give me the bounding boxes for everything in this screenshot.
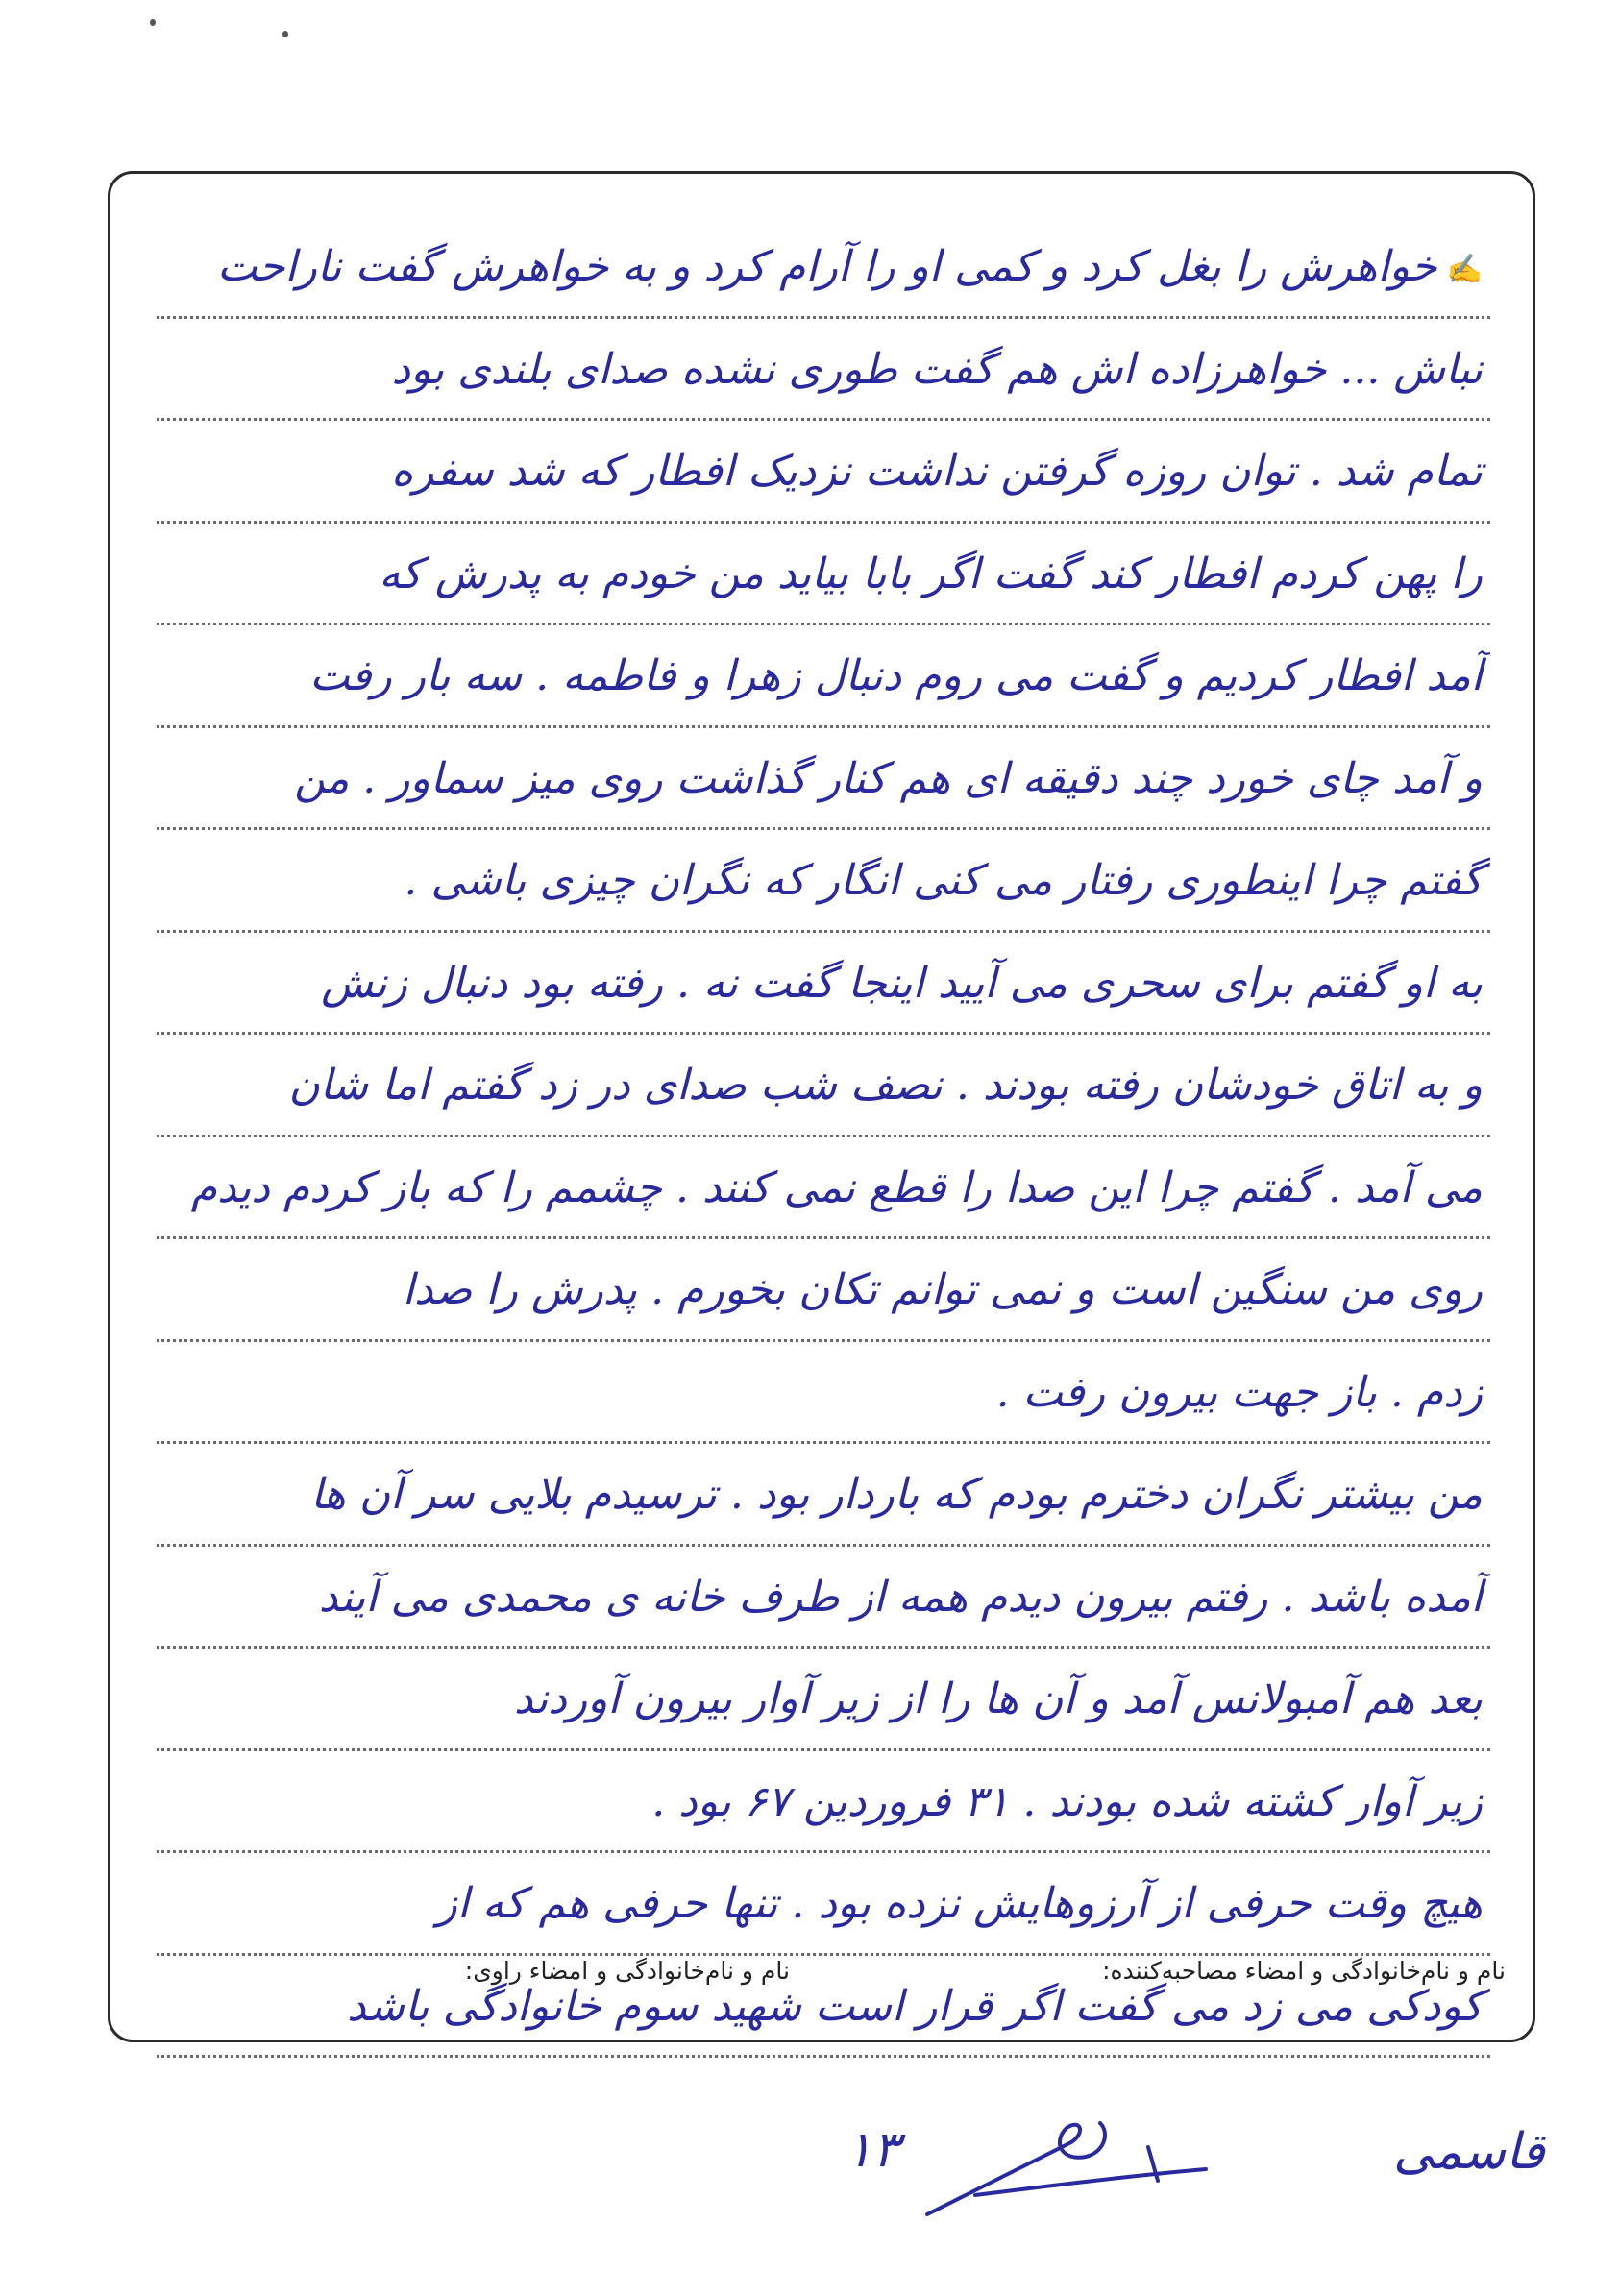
page-frame [108, 171, 1535, 2042]
handwritten-lines [157, 216, 1490, 2058]
handwritten-line-text: به او گفتم برای سحری می آیید اینجا گفت نه . رفته بود دنبال زنش [321, 958, 1483, 1008]
handwritten-line [157, 830, 1490, 933]
handwritten-line [157, 1751, 1490, 1854]
name-script: قاسمی [1393, 2123, 1545, 2181]
handwritten-line [157, 1649, 1490, 1751]
handwritten-line [157, 524, 1490, 626]
handwritten-line [157, 216, 1490, 319]
handwritten-line-text: نباش ... خواهرزاده اش هم گفت طوری نشده صدای بلندی بود [391, 344, 1483, 394]
handwritten-line-text: می آمد . گفتم چرا این صدا را قطع نمی کنند . چشمم را که باز کردم دیدم [190, 1162, 1483, 1212]
pencil-note-icon: ✍ [1446, 252, 1483, 286]
handwritten-line [157, 1853, 1490, 1956]
handwritten-line [157, 1035, 1490, 1137]
handwritten-line [157, 421, 1490, 524]
handwritten-line-text: و آمد چای خورد چند دقیقه ای هم کنار گذاشت روی میز سماور . من [294, 753, 1483, 803]
handwritten-line-text: من بیشتر نگران دخترم بودم که باردار بود . ترسیدم بلایی سر آن ها [310, 1470, 1483, 1519]
handwritten-line-text: خواهرش را بغل کرد و کمی او را آرام کرد و به خواهرش گفت ناراحت [217, 242, 1437, 291]
handwritten-line-text: کودکی می زد می گفت اگر قرار است شهید سوم خانوادگی باشد [346, 1981, 1483, 2031]
scan-speck [282, 31, 288, 37]
handwritten-line-text: بعد هم آمبولانس آمد و آن ها را از زیر آوار بیرون آوردند [513, 1674, 1483, 1723]
handwritten-line-text: گفتم چرا اینطوری رفتار می کنی انگار که نگران چیزی باشی . [404, 856, 1483, 905]
handwritten-line-text: تمام شد . توان روزه گرفتن نداشت نزدیک افطار که شد سفره [391, 447, 1483, 496]
scan-speck [150, 19, 156, 26]
handwritten-line [157, 1342, 1490, 1445]
handwritten-line [157, 319, 1490, 422]
handwritten-line-text: آمد افطار کردیم و گفت می روم دنبال زهرا و فاطمه . سه بار رفت [309, 651, 1483, 700]
handwritten-line-text: روی من سنگین است و نمی توانم تکان بخورم . پدرش را صدا [402, 1265, 1483, 1314]
handwritten-line-text: آمده باشد . رفتم بیرون دیدم همه از طرف خانه ی محمدی می آیند [318, 1572, 1483, 1622]
handwritten-line [157, 933, 1490, 1036]
handwritten-line [157, 1239, 1490, 1342]
page-number: ۱۳ [846, 2121, 899, 2179]
handwritten-line [157, 728, 1490, 831]
handwritten-line-text: و به اتاق خودشان رفته بودند . نصف شب صدای در زد گفتم اما شان [288, 1061, 1483, 1110]
handwritten-line-text: زیر آوار کشته شده بودند . ۳۱ فروردین ۶۷ بود . [651, 1776, 1483, 1826]
narrator-signature-label: نام و نام‌خانوادگی و امضاء راوی: [464, 1957, 790, 1985]
handwritten-line [157, 1547, 1490, 1649]
handwritten-line [157, 625, 1490, 728]
handwritten-line-text: زدم . باز جهت بیرون رفت . [995, 1367, 1483, 1417]
handwritten-line-text: هیچ وقت حرفی از آرزوهایش نزده بود . تنها حرفی هم که از [436, 1879, 1483, 1928]
handwritten-line [157, 1444, 1490, 1547]
handwritten-line-text: را پهن کردم افطار کند گفت اگر بابا بیاید من خودم به پدرش که [379, 549, 1483, 598]
bottom-margin [0, 2104, 1619, 2248]
handwritten-signature [918, 2104, 1225, 2229]
handwritten-line [157, 1137, 1490, 1240]
interviewer-signature-label: نام و نام‌خانوادگی و امضاء مصاحبه‌کننده: [1102, 1957, 1506, 1985]
